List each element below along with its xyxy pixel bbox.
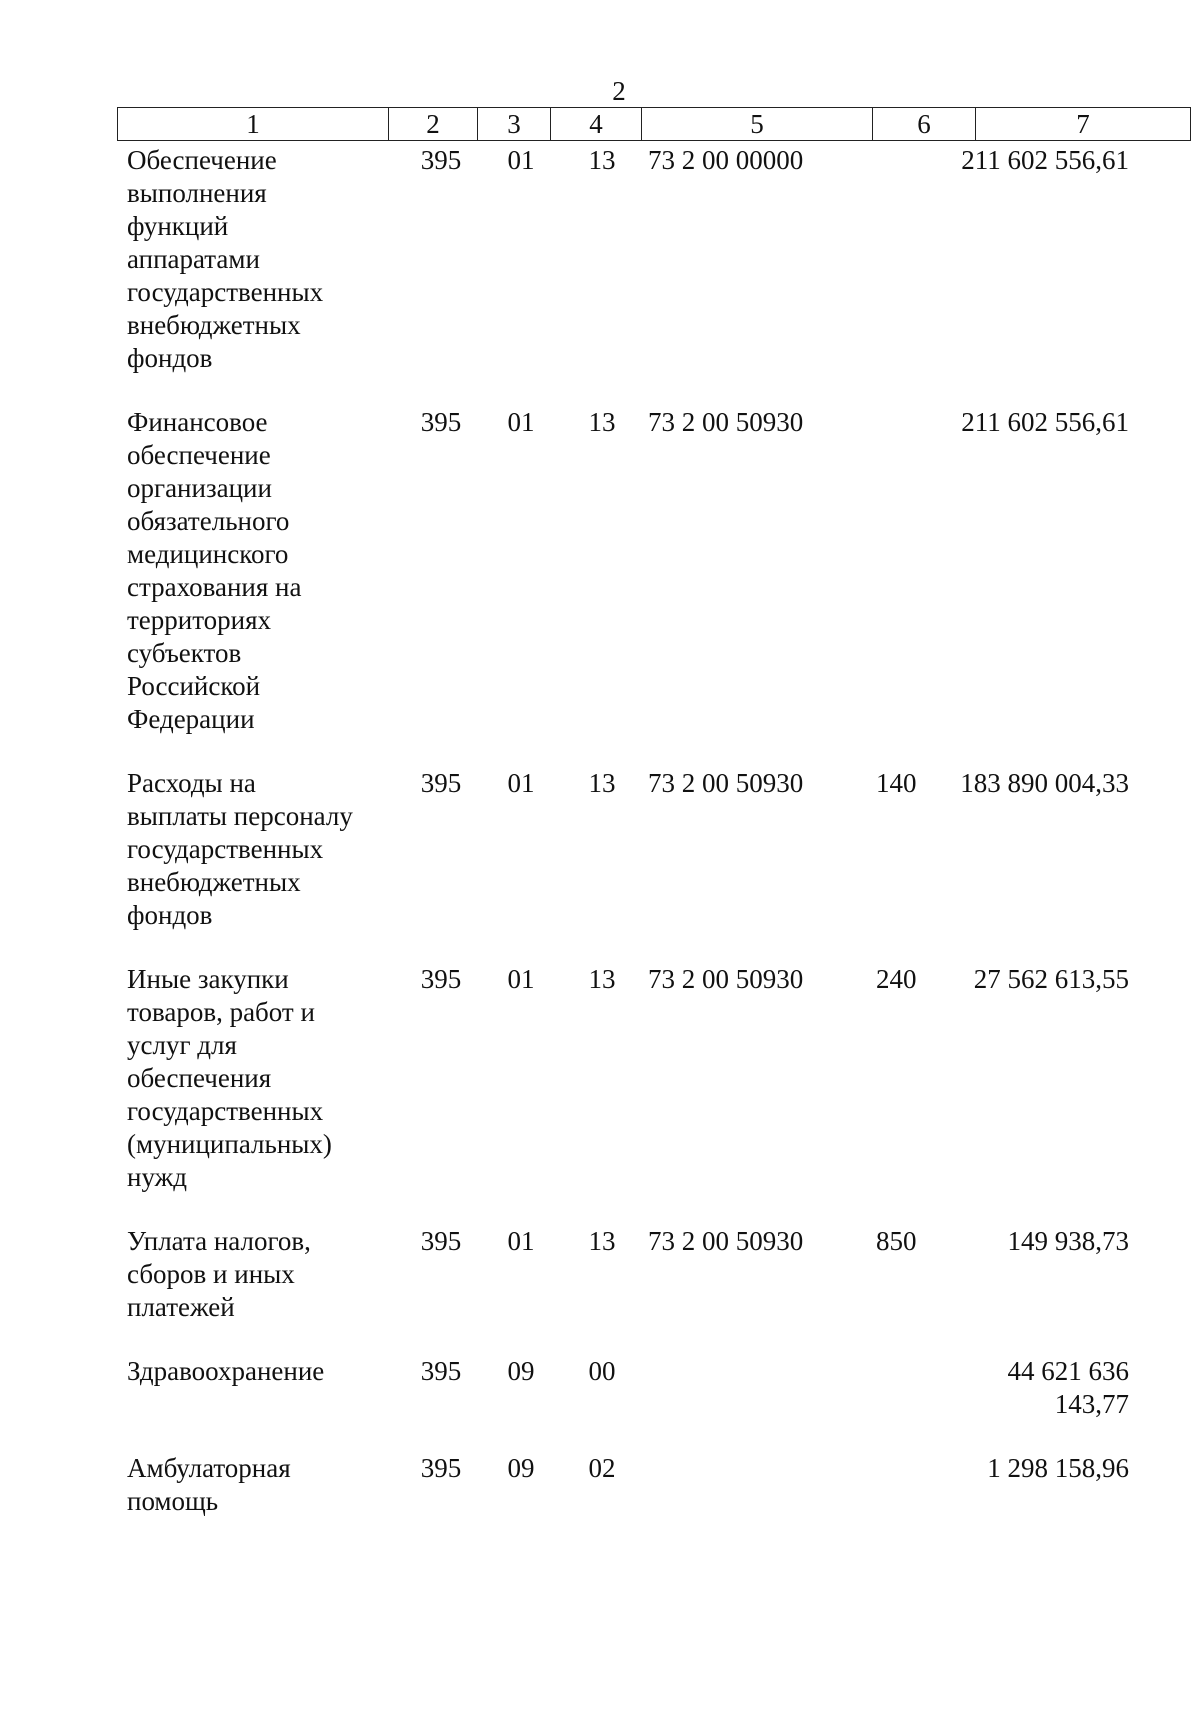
column-header-6: 6 bbox=[873, 108, 976, 141]
table-row bbox=[117, 1225, 1133, 1324]
row-name-line: фондов bbox=[127, 900, 213, 930]
row-name bbox=[117, 767, 397, 932]
column-header-3: 3 bbox=[478, 108, 551, 141]
column-header-2: 2 bbox=[389, 108, 478, 141]
cell-c3: 01 bbox=[507, 407, 535, 437]
row-name-line: Обеспечение bbox=[127, 145, 277, 175]
column-header-4: 4 bbox=[551, 108, 642, 141]
cell-c4: 13 bbox=[588, 1226, 616, 1256]
row-name-line: фондов bbox=[127, 343, 213, 373]
row-name-line: Уплата налогов, bbox=[127, 1226, 311, 1256]
cell-c2: 395 bbox=[420, 768, 462, 798]
table-row bbox=[117, 767, 1133, 932]
row-name-line: государственных bbox=[127, 277, 324, 307]
cell-c7: 27 562 613,55 bbox=[973, 964, 1129, 994]
row-name-line: помощь bbox=[127, 1486, 219, 1516]
cell-c6: 140 bbox=[876, 768, 917, 798]
row-name bbox=[117, 1225, 397, 1324]
row-name-line: функций bbox=[127, 211, 229, 241]
cell-c4: 00 bbox=[588, 1356, 616, 1386]
cell-c6: 240 bbox=[876, 964, 917, 994]
row-name-line: Расходы на bbox=[127, 768, 256, 798]
row-name-line: обеспечения bbox=[127, 1063, 272, 1093]
row-name-line: товаров, работ и bbox=[127, 997, 315, 1027]
cell-c3: 01 bbox=[507, 964, 535, 994]
cell-c3: 09 bbox=[507, 1453, 535, 1483]
row-name-line: медицинского bbox=[127, 539, 289, 569]
column-header-5: 5 bbox=[642, 108, 873, 141]
cell-c2: 395 bbox=[420, 1453, 462, 1483]
cell-c3: 01 bbox=[507, 1226, 535, 1256]
row-name bbox=[117, 406, 397, 736]
row-name-line: Российской bbox=[127, 671, 261, 701]
cell-c4: 13 bbox=[588, 145, 616, 175]
cell-c5: 73 2 00 50930 bbox=[648, 964, 804, 994]
cell-c4: 13 bbox=[588, 768, 616, 798]
cell-c7: 1 298 158,96 bbox=[987, 1453, 1129, 1483]
row-name-line: Здравоохранение bbox=[127, 1356, 325, 1386]
cell-c5: 73 2 00 50930 bbox=[648, 407, 804, 437]
table-row bbox=[117, 406, 1133, 736]
column-header-1: 1 bbox=[118, 108, 389, 141]
row-name-line: внебюджетных bbox=[127, 867, 301, 897]
cell-c2: 395 bbox=[420, 964, 462, 994]
row-name-line: выплаты персоналу bbox=[127, 801, 353, 831]
table-row bbox=[117, 1355, 1133, 1421]
cell-c3: 09 bbox=[507, 1356, 535, 1386]
cell-c7: 149 938,73 bbox=[1007, 1226, 1129, 1256]
row-name-line: территориях bbox=[127, 605, 272, 635]
row-name-line: государственных bbox=[127, 1096, 324, 1126]
row-name-line: организации bbox=[127, 473, 272, 503]
row-name-line: (муниципальных) bbox=[127, 1129, 332, 1159]
row-name-line: обязательного bbox=[127, 506, 290, 536]
table-row bbox=[117, 144, 1133, 375]
row-name-line: Амбулаторная bbox=[127, 1453, 291, 1483]
table-row bbox=[117, 963, 1133, 1194]
cell-c2: 395 bbox=[420, 1356, 462, 1386]
cell-c5: 73 2 00 50930 bbox=[648, 768, 804, 798]
row-name bbox=[117, 144, 397, 375]
cell-c4: 13 bbox=[588, 964, 616, 994]
column-header-table bbox=[117, 107, 1191, 141]
cell-c3: 01 bbox=[507, 145, 535, 175]
column-header-7: 7 bbox=[976, 108, 1191, 141]
cell-c2: 395 bbox=[420, 1226, 462, 1256]
cell-c7: 44 621 636 143,77 bbox=[1007, 1356, 1129, 1419]
cell-c5: 73 2 00 50930 bbox=[648, 1226, 804, 1256]
row-name-line: субъектов bbox=[127, 638, 242, 668]
row-name bbox=[117, 963, 397, 1194]
row-name bbox=[117, 1452, 397, 1518]
cell-c2: 395 bbox=[420, 145, 462, 175]
cell-c7: 211 602 556,61 bbox=[961, 407, 1129, 437]
row-name-line: платежей bbox=[127, 1292, 235, 1322]
table-row bbox=[117, 1452, 1133, 1518]
row-name-line: Иные закупки bbox=[127, 964, 289, 994]
cell-c4: 02 bbox=[588, 1453, 616, 1483]
row-name-line: Финансовое bbox=[127, 407, 268, 437]
cell-c5: 73 2 00 00000 bbox=[648, 145, 804, 175]
cell-c7: 211 602 556,61 bbox=[961, 145, 1129, 175]
row-name-line: страхования на bbox=[127, 572, 302, 602]
row-name-line: нужд bbox=[127, 1162, 187, 1192]
row-name-line: аппаратами bbox=[127, 244, 260, 274]
row-name-line: Федерации bbox=[127, 704, 255, 734]
column-header-row bbox=[118, 108, 1191, 141]
cell-c2: 395 bbox=[420, 407, 462, 437]
cell-c3: 01 bbox=[507, 768, 535, 798]
cell-c6: 850 bbox=[876, 1226, 917, 1256]
row-name-line: сборов и иных bbox=[127, 1259, 295, 1289]
page-number: 2 bbox=[612, 76, 626, 106]
cell-c7: 183 890 004,33 bbox=[960, 768, 1129, 798]
row-name-line: внебюджетных bbox=[127, 310, 301, 340]
row-name-line: государственных bbox=[127, 834, 324, 864]
table-body bbox=[117, 144, 1133, 1518]
row-name bbox=[117, 1355, 397, 1388]
row-name-line: услуг для bbox=[127, 1030, 237, 1060]
row-name-line: выполнения bbox=[127, 178, 267, 208]
cell-c4: 13 bbox=[588, 407, 616, 437]
row-name-line: обеспечение bbox=[127, 440, 271, 470]
